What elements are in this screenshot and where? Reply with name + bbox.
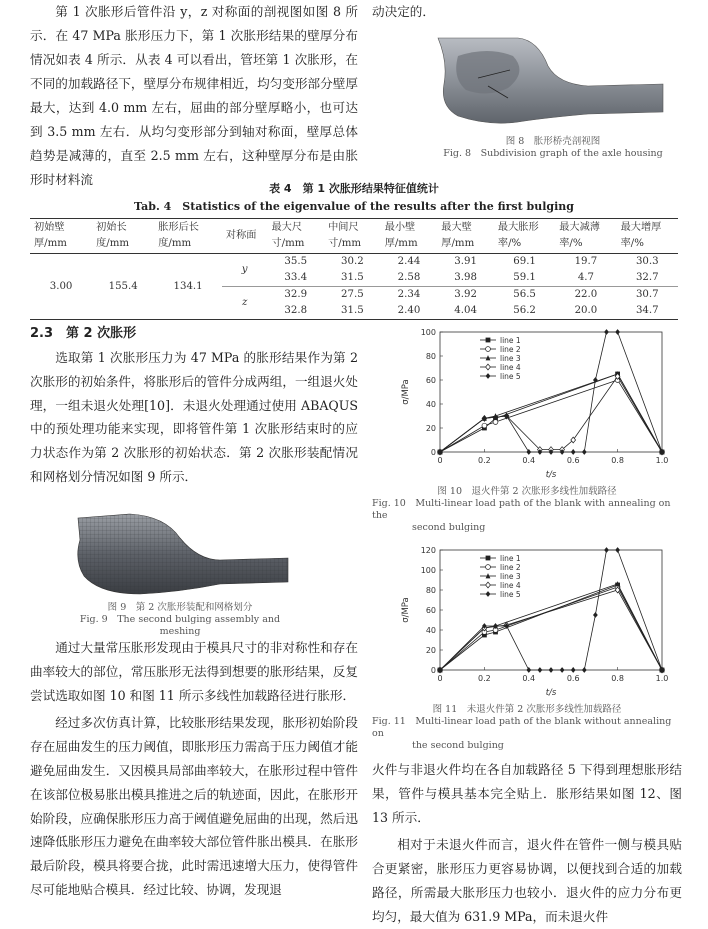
y-axis-label: σ/MPa: [401, 379, 411, 405]
cell-plane: y: [241, 264, 248, 275]
paragraph: 相对于未退火件而言，退火件在管件一侧与模具贴合更紧密，胀形压力更容易协调，以便找到合适的加载路径，所需最大胀形压力也较小．退火件的应力分布更均匀，最大值为 631.9 MPa，而未退火件: [372, 837, 682, 924]
data-point: [549, 667, 554, 673]
caption-cn: 图 9 第 2 次胀形装配和网格划分: [107, 602, 253, 613]
table-row: [30, 254, 678, 271]
x-tick-label: 0.4: [522, 456, 536, 465]
paragraph: 动决定的．: [372, 4, 435, 19]
right-top-column: [372, 0, 682, 24]
data-point: [593, 612, 598, 618]
cell: 2.58: [397, 272, 421, 283]
cell: 69.1: [513, 256, 536, 267]
col-header: 最大壁厚/mm: [441, 222, 475, 249]
data-point: [604, 329, 609, 335]
data-point: [560, 667, 565, 673]
caption-en-cont: second bulging: [412, 522, 486, 533]
y-tick-label: 40: [425, 400, 436, 409]
cell: 4.04: [454, 305, 477, 316]
caption-en: Fig. 10 Multi-linear load path of the blank with annealing on the: [372, 498, 671, 521]
cell: 2.44: [397, 256, 421, 267]
caption-cn: 图 10 退火件第 2 次胀形多线性加载路径: [437, 486, 617, 497]
cell: 3.91: [454, 256, 477, 267]
y-tick-label: 80: [425, 586, 436, 595]
left-middle-column: [30, 346, 358, 489]
series-line: [440, 374, 662, 452]
cell: 30.7: [635, 289, 659, 300]
caption-cn: 图 8 胀形桥壳剖视图: [505, 136, 601, 147]
series-line: [440, 376, 662, 452]
data-point: [615, 547, 620, 553]
x-tick-label: 0.8: [611, 674, 624, 683]
data-point: [486, 591, 491, 597]
cell: 22.0: [574, 289, 598, 300]
x-tick-label: 0: [437, 456, 443, 465]
data-point: [582, 449, 587, 455]
y-tick-label: 20: [425, 424, 436, 433]
cell: 3.98: [454, 272, 477, 283]
cell: 31.5: [341, 305, 364, 316]
x-axis-label: t/s: [545, 688, 557, 698]
data-point: [526, 667, 531, 673]
y-tick-label: 40: [425, 626, 436, 635]
cell: 30.3: [635, 256, 659, 267]
legend-label: line 3: [500, 354, 521, 363]
col-header: 初始壁厚/mm: [34, 222, 67, 249]
x-tick-label: 0.2: [478, 456, 491, 465]
cell: 32.8: [284, 305, 308, 316]
right-bottom-column: [372, 758, 682, 929]
data-point: [486, 373, 491, 379]
cell: 20.0: [574, 305, 598, 316]
caption-en-cont: the second bulging: [412, 740, 504, 751]
figure-11-caption: [372, 704, 682, 752]
cell: 31.5: [341, 272, 364, 283]
cell: 155.4: [108, 280, 138, 292]
caption-cn: 图 11 未退火件第 2 次胀形多线性加载路径: [432, 704, 622, 715]
y-tick-label: 60: [425, 376, 436, 385]
data-point: [582, 667, 587, 673]
series-line: [440, 587, 662, 670]
data-point: [486, 565, 491, 570]
series-4: [438, 587, 665, 673]
figure-10-svg: [380, 322, 680, 482]
caption-en: Fig. 8 Subdivision graph of the axle housing: [443, 148, 663, 159]
col-header: 最大增厚率/%: [620, 222, 662, 249]
legend-label: line 2: [500, 345, 521, 354]
cell: 2.34: [397, 289, 421, 300]
y-tick-label: 60: [425, 606, 436, 615]
cell: 27.5: [341, 289, 364, 300]
col-header: 最小壁厚/mm: [384, 222, 418, 249]
cell: 4.7: [577, 272, 595, 283]
series-line: [440, 374, 662, 452]
y-tick-label: 0: [430, 666, 436, 675]
paragraph: 第 1 次胀形后管件沿 y，z 对称面的剖视图如图 8 所示．在 47 MPa 胀形压力下，第 1 次胀形结果的壁厚分布情况如表 4 所示．从表 4 可以看出，管坯第 1 次胀形，在不同的加载路径下，壁厚分布规律相近，均匀变形部分壁厚最大，达到 4.0 mm 左右，屈曲的部分壁厚略小，也可达到 3.5 mm 左右．从均匀变形部分到轴对称面，壁厚总体趋势是减薄的，直至 2.5 mm 左右，这种壁厚分布是由胀形时材料流: [30, 4, 358, 187]
caption-en: Fig. 11 Multi-linear load path of the blank without annealing on: [372, 716, 672, 739]
data-point: [538, 667, 543, 673]
series-line: [440, 590, 662, 670]
cell: 34.7: [635, 305, 659, 316]
data-point: [493, 420, 498, 425]
y-tick-label: 80: [425, 352, 436, 361]
cell: 3.92: [454, 289, 477, 300]
data-point: [486, 556, 491, 561]
y-tick-label: 100: [420, 566, 436, 575]
caption-en: Fig. 9 The second bulging assembly and meshing: [79, 614, 281, 637]
cell-plane: z: [241, 297, 248, 308]
cell: 30.2: [341, 256, 364, 267]
table-4: [30, 218, 678, 320]
series-line: [440, 584, 662, 670]
cell: 19.7: [574, 256, 598, 267]
y-tick-label: 0: [430, 448, 436, 457]
series-4: [438, 374, 665, 455]
table-4-title-en: Tab. 4 Statistics of the eigenvalue of the results after the first bulging: [134, 200, 574, 213]
x-tick-label: 1.0: [655, 456, 669, 465]
data-point: [615, 329, 620, 335]
left-bottom-column: [30, 636, 358, 902]
col-header: 最大减薄率/%: [559, 222, 600, 249]
series-5: [438, 329, 665, 455]
cell: 134.1: [173, 280, 203, 292]
left-top-column: [30, 0, 358, 192]
figure-9-image: [70, 510, 292, 598]
figure-9-caption: [60, 602, 300, 638]
col-header: 胀形后长度/mm: [158, 222, 199, 249]
y-tick-label: 20: [425, 646, 436, 655]
series-2: [438, 378, 665, 455]
x-tick-label: 1.0: [655, 674, 669, 683]
paragraph: 经过多次仿真计算，比较胀形结果发现，胀形初始阶段存在屈曲发生的压力阈值，即胀形压力需高于压力阈值才能避免屈曲发生．又因模具局部曲率较大，在胀形过程中管件在该部位极易胀出模具推进之后的轨迹面，因此，在胀形开始阶段，应确保胀形压力高于阈值避免屈曲的出现，然后迅速降低胀形压力避免在曲率较大部位管件胀出模具．在胀形最后阶段，模具将要合拢，此时需迅速增大压力，使得管件尽可能地贴合模具．经过比较、协调，发现退: [30, 715, 358, 897]
paragraph: 火件与非退火件均在各自加载路径 5 下得到理想胀形结果，管件与模具基本完全贴上．胀形结果如图 12、图 13 所示．: [372, 762, 682, 825]
paragraph: 选取第 1 次胀形压力为 47 MPa 的胀形结果作为第 2 次胀形的初始条件，将胀形后的管件分成两组，一组退火处理，一组未退火处理[10]．未退火处理通过使用 ABAQUS 中的预处理功能来实现，即将管件第 1 次胀形结束时的应力状态作为第 2 次胀形的初始状态．第 2 次胀形装配情况和网格划分情况如图 9 所示．: [30, 350, 358, 484]
x-tick-label: 0.4: [522, 674, 536, 683]
legend-label: line 5: [500, 372, 521, 381]
cell: 56.5: [513, 289, 536, 300]
data-point: [482, 423, 487, 428]
series-3: [438, 581, 665, 672]
figure-8-image: [418, 26, 668, 130]
x-tick-label: 0.2: [478, 674, 491, 683]
legend-label: line 1: [500, 554, 521, 563]
x-tick-label: 0.8: [611, 456, 624, 465]
cell: 35.5: [284, 256, 308, 267]
col-header: 最大胀形率/%: [497, 222, 539, 249]
legend-label: line 5: [500, 590, 521, 599]
col-header: 最大尺寸/mm: [271, 222, 305, 249]
data-point: [486, 347, 491, 352]
y-axis-label: σ/MPa: [401, 597, 411, 623]
col-header: 中间尺寸/mm: [328, 222, 362, 249]
series-line: [440, 585, 662, 670]
y-tick-label: 120: [420, 546, 436, 555]
figure-11-chart: [380, 540, 680, 700]
series-1: [438, 372, 665, 455]
section-title: 2.3 第 2 次胀形: [30, 326, 137, 341]
cell: 56.2: [513, 305, 536, 316]
cell: 33.4: [284, 272, 308, 283]
col-header: 初始长度/mm: [96, 222, 130, 249]
x-tick-label: 0.6: [566, 456, 580, 465]
figure-10-chart: [380, 322, 680, 482]
cell: 3.00: [49, 280, 73, 292]
figure-8-caption: [418, 136, 688, 160]
table-4-title-cn: 表 4 第 1 次胀形结果特征值统计: [269, 182, 439, 195]
cell: 32.9: [284, 289, 308, 300]
cell: 2.40: [397, 305, 421, 316]
series-2: [438, 585, 665, 673]
series-3: [438, 371, 665, 454]
cell: 32.7: [635, 272, 659, 283]
figure-11-svg: [380, 540, 680, 700]
legend-label: line 2: [500, 563, 521, 572]
cell: 59.1: [513, 272, 536, 283]
x-axis-label: t/s: [545, 470, 557, 480]
data-point: [486, 582, 491, 588]
x-tick-label: 0: [437, 674, 443, 683]
legend-label: line 4: [500, 581, 521, 590]
data-point: [486, 338, 491, 343]
paragraph: 通过大量常压胀形发现由于模具尺寸的非对称性和存在曲率较大的部位，常压胀形无法得到想要的胀形结果，反复尝试选取如图 10 和图 11 所示多线性加载路径进行胀形．: [30, 640, 358, 703]
legend-label: line 4: [500, 363, 521, 372]
legend-label: line 1: [500, 336, 521, 345]
y-tick-label: 100: [420, 328, 436, 337]
col-header: 对称面: [225, 230, 257, 241]
x-tick-label: 0.6: [566, 674, 580, 683]
data-point: [571, 667, 576, 673]
legend-label: line 3: [500, 572, 521, 581]
series-1: [438, 583, 665, 673]
figure-10-caption: [372, 486, 682, 534]
series-line: [440, 380, 662, 452]
data-point: [604, 547, 609, 553]
data-point: [486, 364, 491, 370]
data-point: [571, 449, 576, 455]
